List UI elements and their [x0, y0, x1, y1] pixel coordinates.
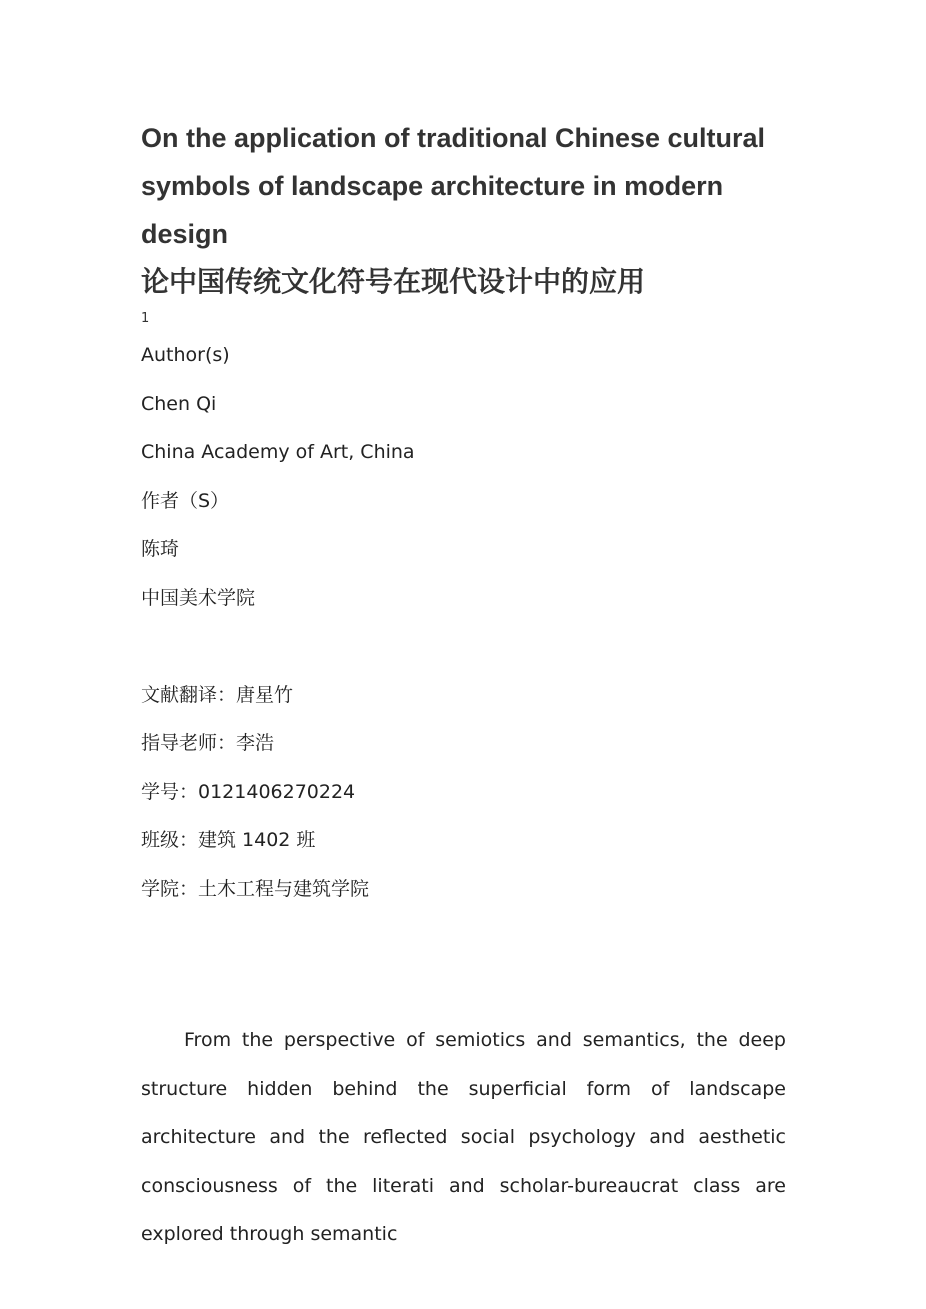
english-title: On the application of traditional Chinese cultural symbols of landscape architecture in modern design	[141, 123, 766, 249]
footnote-marker: 1	[141, 311, 150, 326]
student-id-line: 学号：0121406270224	[141, 781, 356, 803]
author-name-en: Chen Qi	[141, 393, 217, 415]
author-name-cn: 陈琦	[141, 538, 180, 560]
school-line: 学院：土木工程与建筑学院	[141, 878, 370, 900]
affiliation-en: China Academy of Art, China	[141, 441, 415, 463]
advisor-line: 指导老师：李浩	[141, 732, 275, 754]
body-paragraph: From the perspective of semiotics and semantics, the deep structure hidden behind the superficial form of landscape architecture and the reflected social psychology and aesthetic consciousness of the literati and scholar-bureaucrat class are explored through semantic	[141, 1029, 786, 1245]
class-line: 班级：建筑 1402 班	[141, 829, 316, 851]
authors-label-en: Author(s)	[141, 344, 230, 366]
chinese-title: 论中国传统文化符号在现代设计中的应用	[141, 265, 646, 298]
affiliation-cn: 中国美术学院	[141, 587, 256, 609]
authors-label-cn: 作者（S）	[141, 490, 230, 512]
translator-line: 文献翻译：唐星竹	[141, 684, 294, 706]
